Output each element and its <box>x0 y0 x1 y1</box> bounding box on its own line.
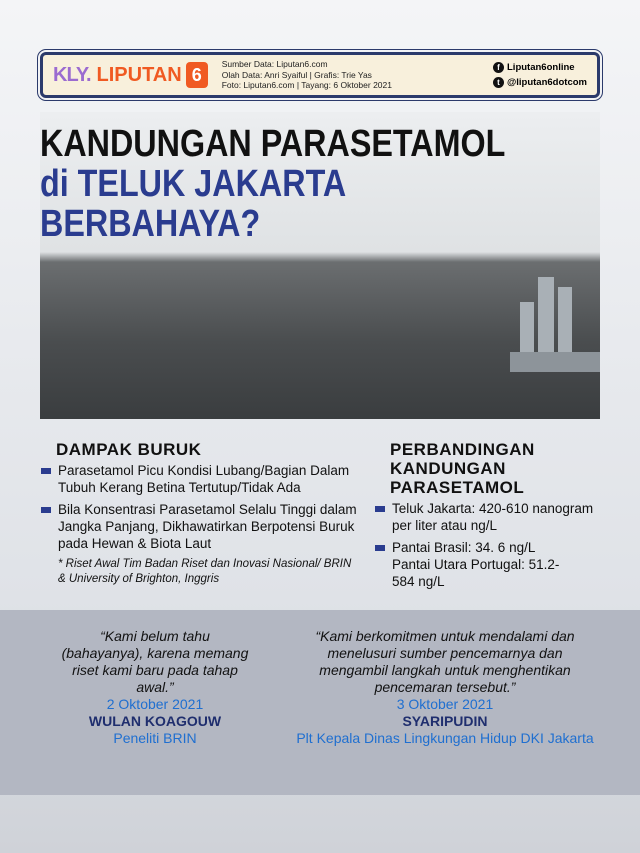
header-banner <box>40 52 600 98</box>
facebook-icon: f <box>493 62 504 73</box>
title-line-1: KANDUNGAN PARASETAMOL <box>40 123 506 165</box>
quote-role: Plt Kepala Dinas Lingkungan Hidup DKI Jakarta <box>296 730 594 746</box>
kly-logo: KLY. <box>53 63 91 86</box>
credit-photo: Foto: Liputan6.com | Tayang: 6 Oktober 2021 <box>221 80 392 91</box>
quotes-panel <box>0 610 640 795</box>
facebook-handle: Liputan6online <box>507 62 575 73</box>
liputan6-logo: LIPUTAN <box>96 63 182 86</box>
quote-wulan <box>60 628 250 747</box>
quote-date: 3 Oktober 2021 <box>396 696 494 712</box>
perbandingan-heading: PERBANDINGAN KANDUNGAN PARASETAMOL <box>390 440 535 497</box>
perbandingan-section <box>372 440 612 595</box>
list-item: Bila Konsentrasi Parasetamol Selalu Tinggi dalam Jangka Panjang, Dikhawatirkan Berpotensi Buruk pada Hewan & Biota Laut <box>38 501 358 552</box>
title-line-2: di TELUK JAKARTA <box>40 163 347 205</box>
dampak-section <box>38 440 358 587</box>
city-skyline <box>510 272 600 372</box>
quote-name: SYARIPUDIN <box>402 713 488 729</box>
quote-date: 2 Oktober 2021 <box>106 696 204 712</box>
research-note: * Riset Awal Tim Badan Riset dan Inovasi Nasional/ BRIN & University of Brighton, Inggris <box>58 558 352 585</box>
quote-name: WULAN KOAGOUW <box>88 713 222 729</box>
list-item: Pantai Brasil: 34. 6 ng/L Pantai Utara Portugal: 51.2-584 ng/L <box>372 539 562 590</box>
dampak-heading: DAMPAK BURUK <box>56 440 202 459</box>
social-links <box>493 60 587 90</box>
quote-text: “Kami berkomitmen untuk mendalami dan menelusuri sumber pencemarnya dan mengambil langkah untuk menghentikan pencemaran tersebut.” <box>315 628 575 695</box>
title-line-3: BERBAHAYA? <box>40 203 261 245</box>
credits <box>222 59 392 91</box>
quote-text: “Kami belum tahu (bahayanya), karena memang riset kami baru pada tahap awal.” <box>61 628 249 695</box>
twitter-handle: @liputan6dotcom <box>507 77 587 88</box>
liputan6-logo-six: 6 <box>186 62 208 88</box>
twitter-icon: t <box>493 77 504 88</box>
credit-source: Sumber Data: Liputan6.com <box>221 59 328 70</box>
list-item: Teluk Jakarta: 420-610 nanogram per liter atau ng/L <box>372 500 612 534</box>
quote-syaripudin <box>270 628 620 747</box>
quote-role: Peneliti BRIN <box>113 730 197 746</box>
page-title <box>40 124 587 244</box>
list-item: Parasetamol Picu Kondisi Lubang/Bagian Dalam Tubuh Kerang Betina Tertutup/Tidak Ada <box>38 462 358 496</box>
credit-processing: Olah Data: Anri Syaiful | Grafis: Trie Yas <box>221 69 372 80</box>
